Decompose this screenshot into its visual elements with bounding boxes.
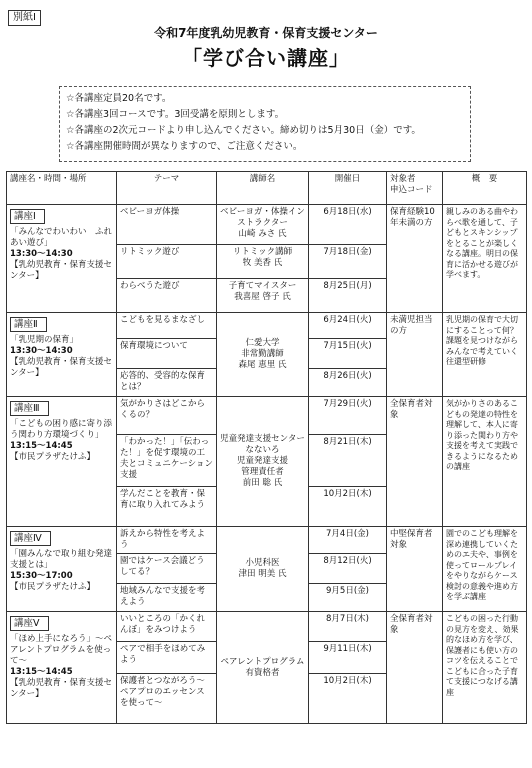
table-body xyxy=(7,205,527,724)
course-cell xyxy=(7,397,117,527)
session-date: 7月18日(金) xyxy=(309,245,387,279)
session-date: 9月5日(金) xyxy=(309,584,387,612)
header-theme: テーマ xyxy=(117,172,217,205)
course-place: 【乳幼児教育・保育支援センター】 xyxy=(10,678,113,699)
session-date: 6月18日(水) xyxy=(309,205,387,245)
session-date: 6月24日(火) xyxy=(309,313,387,339)
course-subtitle: 「ほめ上手になろう」～ペアレントプログラムを使って～ xyxy=(10,634,113,666)
table-row xyxy=(7,612,527,642)
session-date: 8月7日(木) xyxy=(309,612,387,642)
course-target: 全保育者対象 xyxy=(387,612,443,724)
session-theme: 気がかりさはどこからくるの？ xyxy=(117,397,217,435)
note-line: ☆各講座3回コースです。3回受講を原則とします。 xyxy=(66,109,285,120)
course-place: 【市民プラザたけふ】 xyxy=(10,582,96,592)
session-date: 8月21日(木) xyxy=(309,435,387,487)
session-theme: ベビーヨガ体操 xyxy=(117,205,217,245)
session-date: 8月12日(火) xyxy=(309,554,387,584)
course-summary: 園でのこども理解を深め連携していくためのエ夫や、事例を使ってロールプレイをやりながらケース検討の意義や進め方を学ぶ講座 xyxy=(443,527,527,612)
course-cell xyxy=(7,612,117,724)
session-theme: 園ではケース会議どうしてる？ xyxy=(117,554,217,584)
session-theme: リトミック遊び xyxy=(117,245,217,279)
course-lecturer: 小児科医 津田 明美 氏 xyxy=(217,527,309,612)
course-table xyxy=(6,171,527,724)
course-time: 13:15～14:45 xyxy=(10,441,73,451)
course-name: 講座Ⅱ xyxy=(10,317,47,332)
session-lecturer: 子育てマイスター 我喜屋 啓子 氏 xyxy=(217,279,309,313)
session-lecturer: リトミック講師 牧 美香 氏 xyxy=(217,245,309,279)
header-summary: 概 要 xyxy=(443,172,527,205)
header-course: 講座名・時間・場所 xyxy=(7,172,117,205)
course-time: 13:30～14:30 xyxy=(10,249,73,259)
course-name: 講座Ⅲ xyxy=(10,401,49,416)
table-row xyxy=(7,527,527,554)
course-cell xyxy=(7,205,117,313)
header-target-sub: 申込コード xyxy=(390,185,433,195)
course-time: 13:30～14:30 xyxy=(10,346,73,356)
doc-tag: 別紙Ⅰ xyxy=(8,10,41,26)
course-subtitle: 「こどもの困り感に寄り添う関わり方環境づくり」 xyxy=(10,419,113,440)
session-date: 7月15日(火) xyxy=(309,339,387,369)
course-name: 講座Ⅴ xyxy=(10,616,49,631)
course-time: 15:30～17:00 xyxy=(10,571,73,581)
session-theme: わらべうた遊び xyxy=(117,279,217,313)
session-theme: 地域みんなで支援を考えよう xyxy=(117,584,217,612)
session-theme: 保育環境について xyxy=(117,339,217,369)
course-lecturer: 仁愛大学 非常勤講師 森尾 恵里 氏 xyxy=(217,313,309,397)
course-target: 保育経験10年未満の方 xyxy=(387,205,443,313)
course-subtitle: 「みんなでわいわい ふれあい遊び」 xyxy=(10,227,113,248)
session-theme: 保護者とつながろう～ペアプロのエッセンスを使って～ xyxy=(117,674,217,724)
session-date: 10月2日(木) xyxy=(309,674,387,724)
course-place: 【市民プラザたけふ】 xyxy=(10,452,96,462)
course-time: 13:15～14:45 xyxy=(10,667,73,677)
course-cell xyxy=(7,313,117,397)
session-theme: 応答的、受容的な保育とは？ xyxy=(117,369,217,397)
note-line: ☆各講座開催時間が異なりますので、ご注意ください。 xyxy=(66,141,303,152)
session-date: 9月11日(木) xyxy=(309,642,387,674)
session-date: 8月26日(火) xyxy=(309,369,387,397)
course-summary: こどもの困った行動の見方を変え、効果的なほめ方を学び、保護者にも使い方のコツを伝えることでこどもに合った子育て支援につなげる講座 xyxy=(443,612,527,724)
table-row xyxy=(7,313,527,339)
main-title: 「学び合い講座」 xyxy=(182,46,350,70)
session-date: 8月25日(月) xyxy=(309,279,387,313)
table-row xyxy=(7,205,527,245)
session-theme: ペアで相手をほめてみよう xyxy=(117,642,217,674)
course-lecturer: 児童発達支援センターなないろ 児童発達支援 管理責任者 前田 聡 氏 xyxy=(217,397,309,527)
course-summary: 親しみのある曲やわらべ歌を通して、子どもとスキンシップをとることが楽しくなる講座。明日の保育に活かせる遊びが学べます。 xyxy=(443,205,527,313)
course-summary: 乳児期の保育で大切にすることって何？課題を見つけながらみんなで考えていく往還型研修 xyxy=(443,313,527,397)
header-target-label: 対象者 xyxy=(390,174,416,184)
session-date: 7月29日(火) xyxy=(309,397,387,435)
course-summary: 気がかりさのあるこどもの発達の特性を理解して、本人に寄り添った関わり方や支援を考えて実践できるようになるための講座 xyxy=(443,397,527,527)
table-row xyxy=(7,397,527,435)
course-target: 中堅保育者対象 xyxy=(387,527,443,612)
course-target: 全保育者対象 xyxy=(387,397,443,527)
course-lecturer: ペアレントプログラム有資格者 xyxy=(217,612,309,724)
session-theme: 訴えから特性を考えよう xyxy=(117,527,217,554)
session-theme: こどもを見るまなざし xyxy=(117,313,217,339)
notes-box xyxy=(59,86,471,162)
note-line: ☆各講座の2次元コードより申し込んでください。締め切りは5月30日（金）です。 xyxy=(66,125,421,136)
header-target xyxy=(387,172,443,205)
course-name: 講座Ⅳ xyxy=(10,531,51,546)
course-cell xyxy=(7,527,117,612)
session-date: 10月2日(木) xyxy=(309,487,387,527)
course-subtitle: 「乳児期の保育」 xyxy=(10,335,79,345)
session-theme: いいところの「かくれんぼ」をみつけよう xyxy=(117,612,217,642)
course-place: 【乳幼児教育・保育支援センター】 xyxy=(10,357,113,378)
session-lecturer: ベビーヨガ・体操インストラクター 山崎 みさ 氏 xyxy=(217,205,309,245)
course-subtitle: 「園みんなで取り組む発達支援とは」 xyxy=(10,549,113,570)
note-line: ☆各講座定員20名です。 xyxy=(66,93,172,104)
course-target: 未満児担当の方 xyxy=(387,313,443,397)
course-name: 講座Ⅰ xyxy=(10,209,45,224)
org-title: 令和7年度乳幼児教育・保育支援センター xyxy=(154,26,378,40)
table-header-row xyxy=(7,172,527,205)
header-date: 開催日 xyxy=(309,172,387,205)
session-theme: 「わかった！」「伝わった！」を促す環境の工夫とコミュニケーション支援 xyxy=(117,435,217,487)
course-place: 【乳幼児教育・保育支援センター】 xyxy=(10,260,113,281)
session-theme: 学んだことを教育・保育に取り入れてみよう xyxy=(117,487,217,527)
header-lecturer: 講師名 xyxy=(217,172,309,205)
session-date: 7月4日(金) xyxy=(309,527,387,554)
